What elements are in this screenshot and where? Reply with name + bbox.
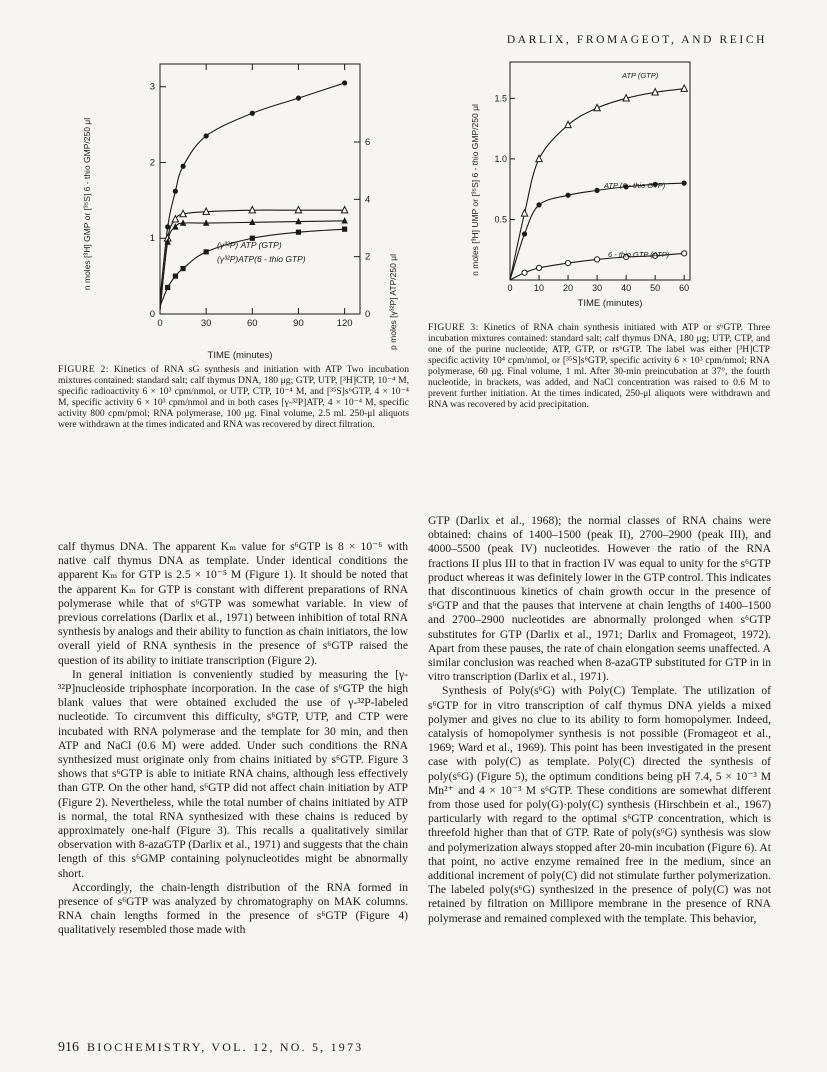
fig3-x-tick-label: 50 — [650, 283, 661, 293]
figure-2-caption — [58, 364, 409, 430]
fig3-y-label: n moles [³H] UMP or [³⁵S] 6 - thio GMP/250 μl — [470, 104, 480, 276]
fig2-y-right-tick-label: 0 — [365, 309, 371, 320]
fig3-x-tick-label: 40 — [621, 283, 632, 293]
fig3-data-point — [682, 251, 687, 256]
fig2-y-left-tick-label: 3 — [149, 81, 155, 93]
fig2-y-right-tick-label: 6 — [365, 137, 371, 148]
fig2-x-tick-label: 30 — [200, 318, 212, 329]
fig3-data-point — [522, 270, 527, 275]
fig2-annotation-1: (γ³²P) ATP (GTP) — [217, 240, 282, 250]
fig2-data-point — [173, 274, 178, 279]
figure-2-caption-text: Kinetics of RNA sG synthesis and initiation with ATP Two incubation mixtures contained: standard salt; calf thymus DNA, 180 μg; GTP, UTP, [³H]CTP, 10⁻⁴ M, specific radioactivity 6 × 10³ cpm/nmol, or UTP, CTP, 10⁻⁴ M, and [³⁵S]s⁶GTP, 4 × 10⁻⁴ M, specific activity 6 × 10³ cpm/nmol and in both cases [γ-³²P]ATP, 4 × 10⁻⁴ M, specific activity 800 cpm/pmol; RNA polymerase, 100 μg. Final volume, 2.5 ml. 250-μl aliquots were withdrawn at the times indicated and RNA was recovered by direct filtration. — [58, 364, 410, 430]
fig2-x-label: TIME (minutes) — [207, 350, 273, 361]
left-paragraph-3: Accordingly, the chain-length distribution of the RNA formed in presence of s⁶GTP was analyzed by chromatography on MAK columns. RNA chain lengths formed in the presence of s⁶GTP (Figure 4) qualitatively resembled those made with — [58, 880, 408, 937]
fig3-frame — [510, 62, 690, 280]
fig2-x-tick-label: 90 — [293, 318, 304, 329]
fig2-data-point — [204, 249, 209, 254]
fig3-y-tick-label: 1.0 — [494, 153, 507, 164]
fig2-y-right-label: p moles [γ³²P] ATP/250 μl — [388, 254, 398, 350]
fig3-data-point — [594, 188, 599, 193]
fig2-y-right-tick-label: 4 — [365, 194, 371, 206]
fig2-y-left-tick-label: 2 — [149, 157, 155, 169]
fig2-x-tick-label: 60 — [247, 318, 258, 329]
fig3-y-tick-label: 0.5 — [494, 214, 507, 225]
fig3-series-label-3: 6 - thio GTP (ATP) — [608, 250, 670, 259]
body-right-column — [428, 514, 771, 926]
page-number: 916 — [58, 1040, 79, 1055]
fig2-data-point — [296, 95, 301, 100]
figure-3-caption-label: FIGURE 3: — [428, 322, 479, 333]
fig3-series-line — [510, 183, 684, 280]
fig2-series-line — [160, 221, 345, 310]
fig3-data-point — [536, 155, 542, 161]
fig2-x-tick-label: 120 — [336, 318, 353, 329]
fig2-data-point — [250, 111, 255, 116]
fig3-x-tick-label: 20 — [563, 283, 574, 293]
fig3-data-point — [521, 210, 527, 216]
figure-2-chart — [80, 52, 410, 362]
fig2-y-right-tick-label: 2 — [365, 251, 371, 263]
fig2-y-left-label: n moles [³H] GMP or [³⁵S] 6 - thio GMP/250 μl — [82, 117, 92, 291]
figure-3-plot — [470, 50, 720, 312]
fig2-data-point — [180, 266, 185, 271]
fig3-x-tick-label: 30 — [592, 283, 603, 293]
fig2-y-left-tick-label: 0 — [149, 309, 155, 320]
fig2-data-point — [180, 164, 185, 169]
fig2-y-left-tick-label: 1 — [149, 233, 155, 245]
fig3-data-point — [682, 181, 687, 186]
fig3-data-point — [536, 265, 541, 270]
fig3-data-point — [594, 257, 599, 262]
fig2-data-point — [342, 227, 347, 232]
fig3-x-tick-label: 0 — [507, 283, 513, 293]
left-paragraph-1: calf thymus DNA. The apparent Kₘ value for s⁶GTP is 8 × 10⁻⁶ with native calf thymus DNA as template. Under identical conditions the apparent Kₘ for GTP is 2.5 × 10⁻⁵ M (Figure 1). It should be noted that the apparent Kₘ for GTP is constant with different preparations of RNA polymerase while that of s⁶GTP was somewhat variable. In view of previous correlations (Darlix et al., 1971) between inhibition of total RNA synthesis by analogs and their ability to function as chain initiators, the low overall yield of RNA synthesis in the presence of s⁶GTP raised the question of its ability to initiate transcription (Figure 2). — [58, 540, 409, 667]
fig3-data-point — [565, 193, 570, 198]
fig2-data-point — [165, 285, 170, 290]
figure-3-chart — [470, 50, 720, 312]
fig3-y-tick-label: 1.5 — [494, 93, 507, 104]
fig2-annotation-2: (γ³²P)ATP(6 - thio GTP) — [217, 254, 306, 264]
figure-3-caption-text: Kinetics of RNA chain synthesis initiated with ATP or s⁶GTP. Three incubation mixtures contained: standard salt; calf thymus DNA, 180 μg; UTP, CTP, and one of the purine nucleotide, ATP, GTP, or rs⁶GTP. The label was either [³H]CTP specific activity 10⁴ cpm/nmol, or [³⁵S]s⁶GTP, specific activity 6 × 10³ cpm/nmol; RNA polymerase, 60 μg. Final volume, 1 ml. After 30-min preincubation at 37°, the fourth nucleotide, in brackets, was added, and NaCl concentration was raised to 0.6 M to prevent further initiation. At the times indicated, 250-μl aliquots were withdrawn and RNA was recovered by acid precipitation. — [428, 322, 770, 410]
figure-2-plot — [80, 52, 410, 362]
journal-citation: BIOCHEMISTRY, VOL. 12, NO. 5, 1973 — [87, 1040, 364, 1054]
fig3-x-tick-label: 60 — [679, 283, 690, 293]
figure-2-caption-label: FIGURE 2: — [58, 364, 109, 375]
running-head: DARLIX, FROMAGEOT, AND REICH — [506, 34, 767, 46]
fig3-data-point — [565, 121, 571, 127]
fig3-data-point — [536, 202, 541, 207]
fig3-data-point — [681, 85, 687, 91]
fig2-data-point — [173, 189, 178, 194]
fig3-data-point — [565, 260, 570, 265]
right-paragraph-1: GTP (Darlix et al., 1968); the normal classes of RNA chains were obtained: chains of 1400–1500 (peak II), 2700–2900 (peak III), and 4000–5500 (peak IV) nucleotides. However the ratio of the RNA fractions II plus III to that in fraction IV was equal to unity for the s⁶GTP product whereas it was definitely lower in the GTP control. This indicates that discontinuous kinetics of chain growth occur in the presence of s⁶GTP and that the pauses that intervene at chain lengths of 1400–1500 and 2700–2900 nucleotides are abnormally prolonged when s⁶GTP substitutes for GTP (Darlix et al., 1971; Darlix and Fromageot, 1972). Apart from these pauses, the rate of chain elongation seems unaffected. A similar conclusion was reached when 8-azaGTP substituted for GTP in in vitro transcription (Darlix et al., 1971). — [428, 514, 771, 684]
fig3-series-label-1: ATP (GTP) — [622, 71, 659, 80]
fig2-x-tick-label: 0 — [157, 318, 163, 329]
fig3-series-label-2: ATP (6 - thio GTP) — [604, 181, 666, 190]
fig2-frame — [160, 64, 360, 314]
fig3-x-label: TIME (minutes) — [577, 298, 643, 309]
fig3-data-point — [522, 231, 527, 236]
page-footer — [58, 1040, 363, 1056]
fig2-data-point — [342, 80, 347, 85]
body-left-column — [58, 540, 408, 938]
left-paragraph-2: In general initiation is conveniently studied by measuring the [γ-³²P]nucleoside triphosphate incorporation. In the case of s⁶GTP the high blank values that were obtained excluded the use of γ-³²P-labeled nucleotide. To circumvent this difficulty, s⁶GTP, UTP, and CTP were incubated with RNA polymerase and the template for 30 min, and then ATP and NaCl (0.6 M) were added. Under such conditions the RNA synthesized must originate only from chains initiated by s⁶GTP. Figure 3 shows that s⁶GTP is able to initiate RNA chains, although less effectively than GTP. On the other hand, s⁶GTP did not affect chain initiation by ATP (Figure 2). Nevertheless, while the total number of chains initiated by ATP is normal, the total RNA synthesized with these chains is reduced by approximately one-half (Figure 3). This recalls a qualitatively similar observation with 8-azaGTP (Darlix et al., 1971) and suggests that the chain length of this s⁶GMP containing polynucleotides might be abnormally short. — [58, 667, 408, 880]
right-paragraph-2: Synthesis of Poly(s⁶G) with Poly(C) Template. The utilization of s⁶GTP for in vitro transcription of calf thymus DNA yields a mixed polymer and gives no clue to its ability to form homopolymer. Indeed, catalysis of homopolymer synthesis is not possible (Fromageot et al., 1969; Ward et al., 1969). This point has been investigated in the present case with poly(C) as template. Poly(C) directed the synthesis of poly(s⁶G) (Figure 5), the optimum conditions being pH 7.4, 5 × 10⁻³ M Mn²⁺ and 4 × 10⁻³ M s⁶GTP. These conditions are somewhat different from those used for poly(G)·poly(C) synthesis (Hirschbein et al., 1967) particularly with regard to the optimal s⁶GTP concentration, which is threefold higher than that of GTP. Rate of poly(s⁶G) synthesis was slow and polymerization always stopped after 20-min incubation (Figure 6). At that point, no active enzyme remained free in the medium, since an additional increment of poly(C) did not stimulate further polymerization. The labeled poly(s⁶G) synthesized in the presence of poly(C) was not retained by filtration on Millipore membrane in the presence of RNA polymerase and remained complexed with the template. This behavior, — [428, 684, 771, 925]
fig2-data-point — [204, 133, 209, 138]
figure-3-caption — [428, 322, 770, 410]
fig2-data-point — [296, 230, 301, 235]
fig3-x-tick-label: 10 — [534, 283, 545, 293]
